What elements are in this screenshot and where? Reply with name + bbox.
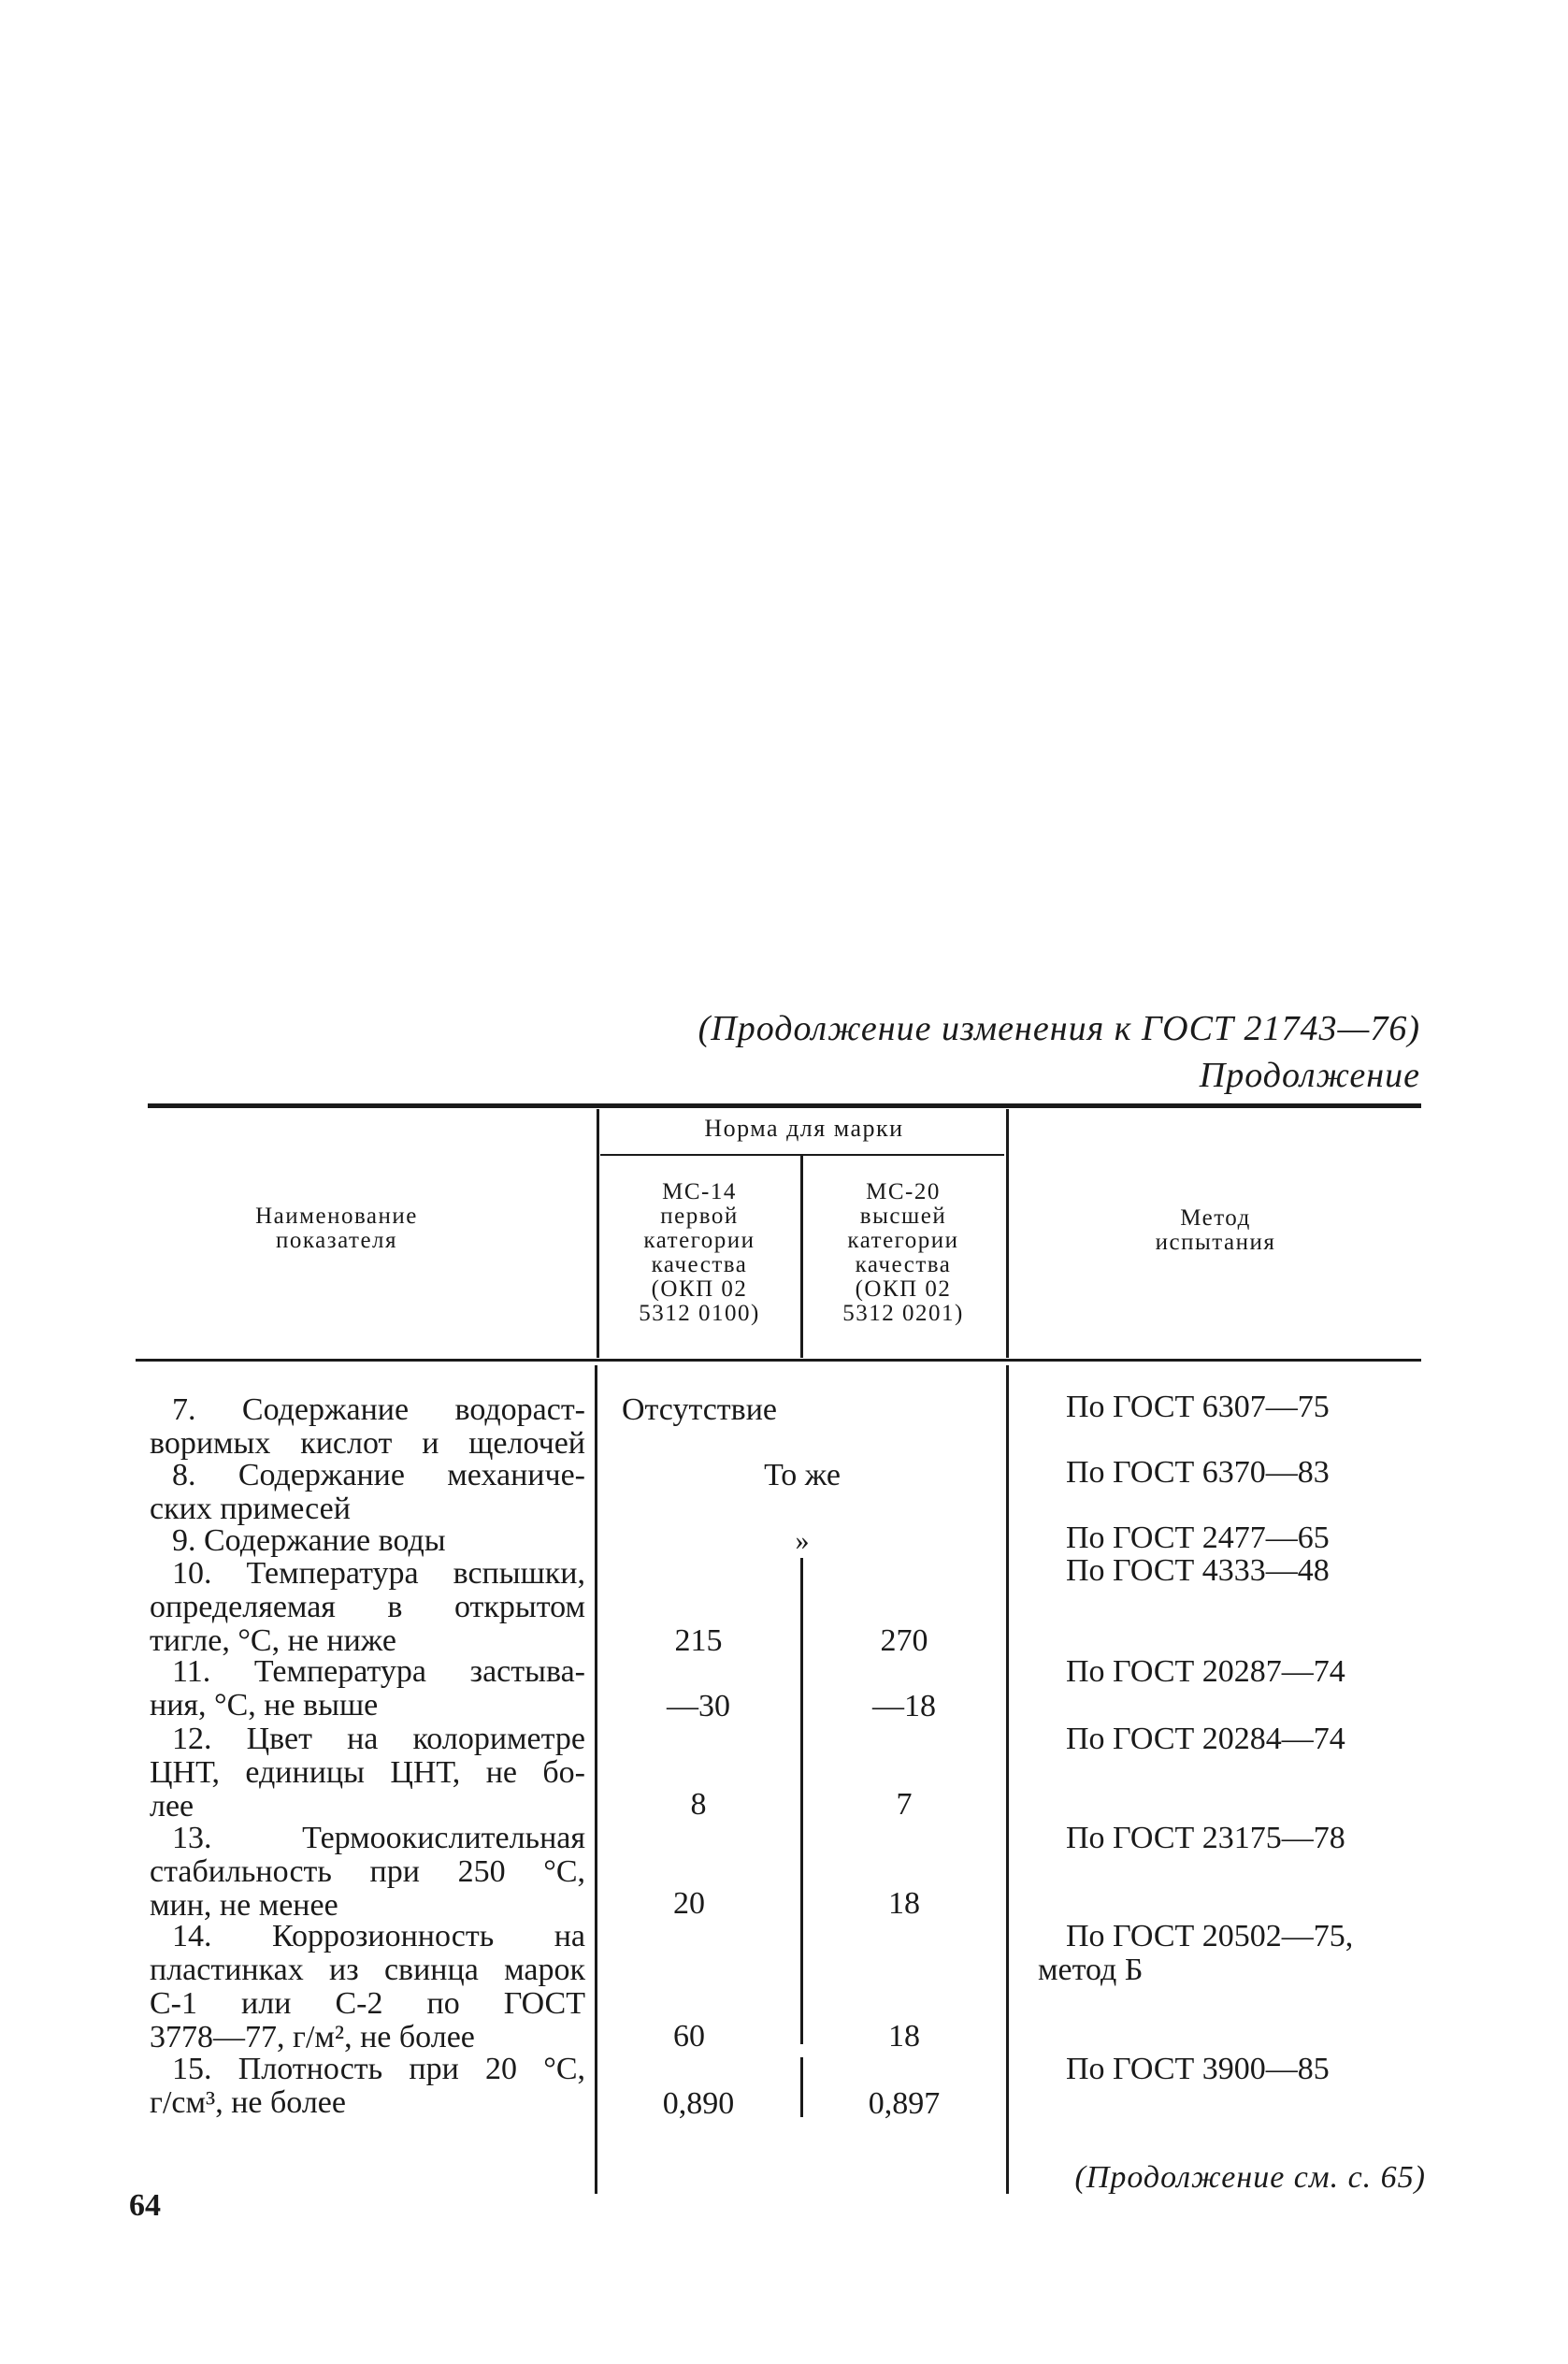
row-14-ms20: 18 [888, 2019, 920, 2054]
divider-norm-method-head [1006, 1109, 1009, 1358]
row-12-ms20: 7 [896, 1787, 913, 1822]
row-14-name [150, 1920, 585, 2054]
row-7-method: По ГОСТ 6307—75 [1066, 1390, 1330, 1424]
row-8-name [150, 1459, 585, 1526]
row-8-norm-merged: То же [764, 1458, 841, 1492]
row-12-ms14: 8 [690, 1787, 707, 1822]
header-ms20-line: МС-20 [866, 1179, 941, 1204]
continuation-note: (Продолжение см. с. 65) [1074, 2160, 1426, 2195]
header-ms14 [600, 1180, 798, 1326]
table-top-rule [148, 1103, 1421, 1108]
row-11-name-line: 11. Температура застыва- [172, 1654, 585, 1689]
row-12-name-line: лее [150, 1789, 194, 1823]
header-ms14-line: категории [643, 1228, 755, 1253]
row-12-name-line: 12. Цвет на колориметре [172, 1722, 585, 1756]
row-10-ms20: 270 [880, 1623, 928, 1658]
row-14-method [1038, 1920, 1353, 1987]
header-bottom-rule [136, 1359, 1421, 1362]
row-15-method: По ГОСТ 3900—85 [1066, 2052, 1330, 2086]
divider-name-norm-head [597, 1109, 599, 1358]
row-14-ms14: 60 [673, 2019, 705, 2054]
header-ms14-line: МС-14 [662, 1179, 737, 1204]
row-15-name-line: 15. Плотность при 20 °С, [172, 2052, 585, 2086]
row-10-name [150, 1557, 585, 1658]
header-ms20-line: высшей [859, 1204, 947, 1229]
row-14-name-line: С-1 или С-2 по ГОСТ [150, 1986, 585, 2021]
row-8-method: По ГОСТ 6370—83 [1066, 1455, 1330, 1490]
row-13-name-line: стабильность при 250 °С, [150, 1854, 585, 1889]
row-14-name-line: пластинках из свинца марок [150, 1953, 585, 1987]
header-ms20-line: (ОКП 02 [855, 1276, 952, 1302]
header-ms20-line: категории [847, 1228, 959, 1253]
row-13-ms20: 18 [888, 1886, 920, 1921]
row-8-name-line: 8. Содержание механиче- [172, 1458, 585, 1492]
row-13-name-line: 13. Термоокислительная [172, 1821, 585, 1855]
header-ms14-line: 5312 0100) [639, 1301, 760, 1326]
row-10-name-line: определяемая в открытом [150, 1590, 585, 1624]
row-8-name-line: ских примесей [150, 1492, 351, 1526]
row-7-name-line: 7. Содержание водораст- [172, 1392, 585, 1427]
row-15-ms14: 0,890 [662, 2086, 735, 2121]
row-13-method: По ГОСТ 23175—78 [1066, 1821, 1345, 1855]
row-13-ms14: 20 [673, 1886, 705, 1921]
row-11-name [150, 1655, 585, 1723]
row-7-name [150, 1393, 585, 1461]
divider-ms-head [800, 1156, 803, 1358]
continuation-title: (Продолжение изменения к ГОСТ 21743—76) [698, 1009, 1420, 1048]
header-ms14-line: качества [651, 1252, 748, 1277]
header-name: Наименование показателя [255, 1204, 418, 1253]
row-10-name-line: 10. Температура вспышки, [172, 1556, 585, 1591]
row-11-name-line: ния, °С, не выше [150, 1688, 379, 1723]
header-method [1085, 1206, 1346, 1255]
continuation-label: Продолжение [1199, 1056, 1420, 1095]
row-15-name-line: г/см³, не более [150, 2085, 346, 2120]
divider-ms-body [800, 1558, 803, 2044]
row-10-method: По ГОСТ 4333—48 [1066, 1553, 1330, 1588]
header-ms14-line: (ОКП 02 [651, 1276, 748, 1302]
divider-name-norm-body [595, 1365, 597, 2194]
row-14-method-line: По ГОСТ 20502—75, [1066, 1919, 1354, 1953]
header-ms14-line: первой [660, 1204, 739, 1229]
header-norm: Норма для марки [704, 1115, 904, 1142]
row-13-name-line: мин, не менее [150, 1888, 338, 1923]
header-ms20 [804, 1180, 1002, 1326]
row-14-method-line: метод Б [1038, 1953, 1144, 1987]
row-12-name-line: ЦНТ, единицы ЦНТ, не бо- [150, 1755, 585, 1790]
header-method-line: Метод [1180, 1205, 1251, 1231]
row-10-name-line: тигле, °С, не ниже [150, 1623, 396, 1658]
header-ms20-line: качества [855, 1252, 952, 1277]
row-13-name [150, 1822, 585, 1923]
row-15-name [150, 2053, 585, 2120]
row-11-ms20: —18 [872, 1689, 936, 1723]
row-14-name-line: 14. Коррозионность на [172, 1919, 585, 1953]
row-7-name-line: воримых кислот и щелочей [150, 1426, 585, 1461]
row-12-name [150, 1723, 585, 1823]
row-10-ms14: 215 [674, 1623, 723, 1658]
row-15-ms20: 0,897 [868, 2086, 941, 2121]
header-ms20-line: 5312 0201) [842, 1301, 964, 1326]
row-11-method: По ГОСТ 20287—74 [1066, 1654, 1345, 1689]
row-9-norm-merged: » [795, 1525, 810, 1556]
row-9-method: По ГОСТ 2477—65 [1066, 1521, 1330, 1555]
page-number: 64 [129, 2188, 161, 2223]
row-9-name: 9. Содержание воды [172, 1523, 446, 1558]
header-method-line: испытания [1155, 1230, 1276, 1255]
divider-ms-body-last [800, 2057, 803, 2117]
row-12-method: По ГОСТ 20284—74 [1066, 1722, 1345, 1756]
row-14-name-line: 3778—77, г/м², не более [150, 2020, 475, 2054]
divider-norm-method-body [1006, 1365, 1009, 2194]
row-7-norm-merged: Отсутствие [621, 1392, 778, 1427]
row-11-ms14: —30 [667, 1689, 730, 1723]
